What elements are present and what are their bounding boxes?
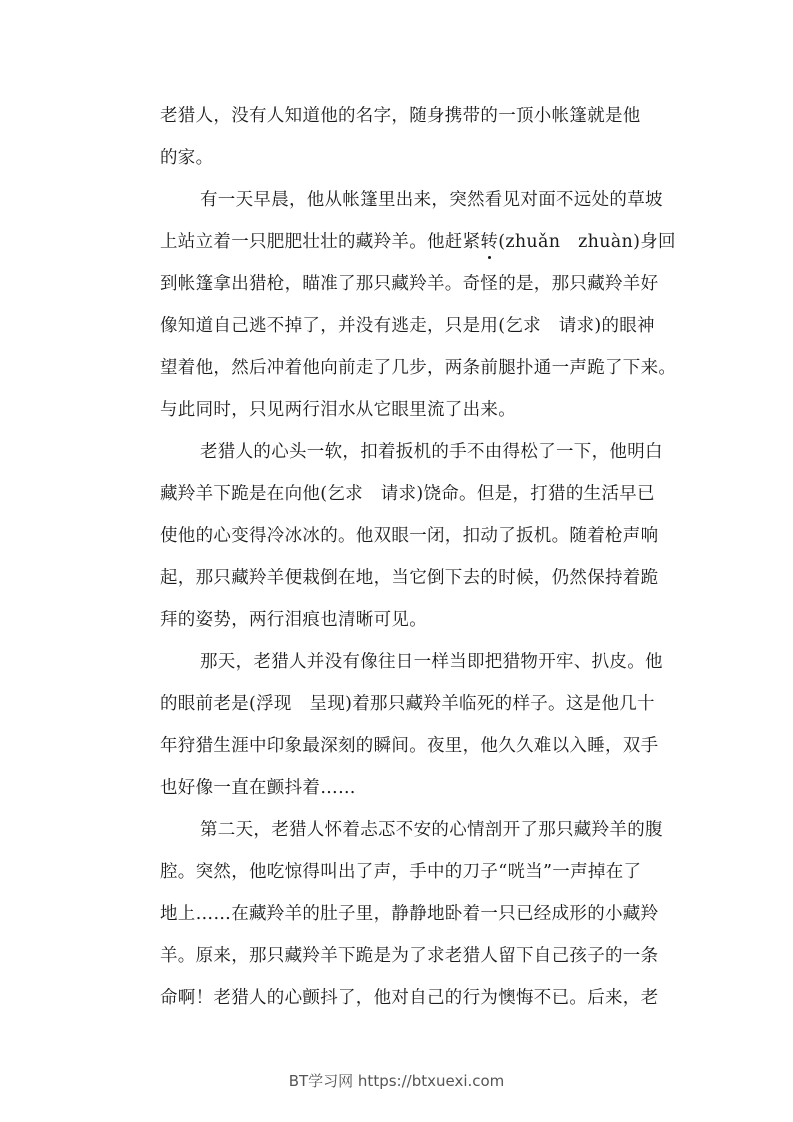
- text-line: 拜的姿势，两行泪痕也清晰可见。: [160, 610, 427, 630]
- text-line: 腔。突然，他吃惊得叫出了声，手中的刀子“咣当”一声掉在了: [160, 862, 642, 882]
- text-line: 老猎人，没有人知道他的名字，随身携带的一顶小帐篷就是他: [160, 106, 641, 126]
- paragraph-start-line: 第二天，老猎人怀着忐忑不安的心情剖开了那只藏羚羊的腹: [200, 820, 663, 840]
- text-line: 命啊！老猎人的心颤抖了，他对自己的行为懊悔不已。后来，老: [160, 988, 659, 1008]
- text-line: 像知道自己逃不掉了，并没有逃走，只是用(乞求 请求)的眼神: [160, 316, 655, 336]
- text-line-with-emphasis: [160, 230, 680, 254]
- text-line: 藏羚羊下跪是在向他(乞求 请求)饶命。但是，打猎的生活早已: [160, 484, 655, 504]
- text-line: 的家。: [160, 148, 214, 168]
- text-line: 羊。原来，那只藏羚羊下跪是为了求老猎人留下自己孩子的一条: [160, 946, 659, 966]
- text-line: 地上……在藏羚羊的肚子里，静静地卧着一只已经成形的小藏羚: [160, 904, 659, 924]
- text-line: 使他的心变得冷冰冰的。他双眼一闭，扣动了扳机。随着枪声响: [160, 526, 659, 546]
- text-line: 到帐篷拿出猎枪，瞄准了那只藏羚羊。奇怪的是，那只藏羚羊好: [160, 274, 659, 294]
- emphasized-character: 转: [480, 232, 499, 252]
- paragraph-start-line: 老猎人的心头一软，扣着扳机的手不由得松了一下，他明白: [200, 442, 663, 462]
- pinyin-choice: (zhuǎn zhuàn)身回: [498, 232, 676, 252]
- text-line: 年狩猎生涯中印象最深刻的瞬间。夜里，他久久难以入睡，双手: [160, 736, 659, 756]
- text-line: 起，那只藏羚羊便栽倒在地，当它倒下去的时候，仍然保持着跪: [160, 568, 659, 588]
- paragraph-start-line: 有一天早晨，他从帐篷里出来，突然看见对面不远处的草坡: [200, 190, 663, 210]
- paragraph-start-line: 那天，老猎人并没有像往日一样当即把猎物开牢、扒皮。他: [200, 652, 663, 672]
- footer-watermark: BT学习网 https://btxuexi.com: [288, 1072, 505, 1090]
- text-segment: 上站立着一只肥肥壮壮的藏羚羊。他赶紧: [160, 232, 481, 252]
- text-line: 与此同时，只见两行泪水从它眼里流了出来。: [160, 400, 516, 420]
- text-line: 也好像一直在颤抖着……: [160, 778, 356, 798]
- text-line: 望着他，然后冲着他向前走了几步，两条前腿扑通一声跪了下来。: [160, 358, 677, 378]
- text-line: 的眼前老是(浮现 呈现)着那只藏羚羊临死的样子。这是他几十: [160, 694, 655, 714]
